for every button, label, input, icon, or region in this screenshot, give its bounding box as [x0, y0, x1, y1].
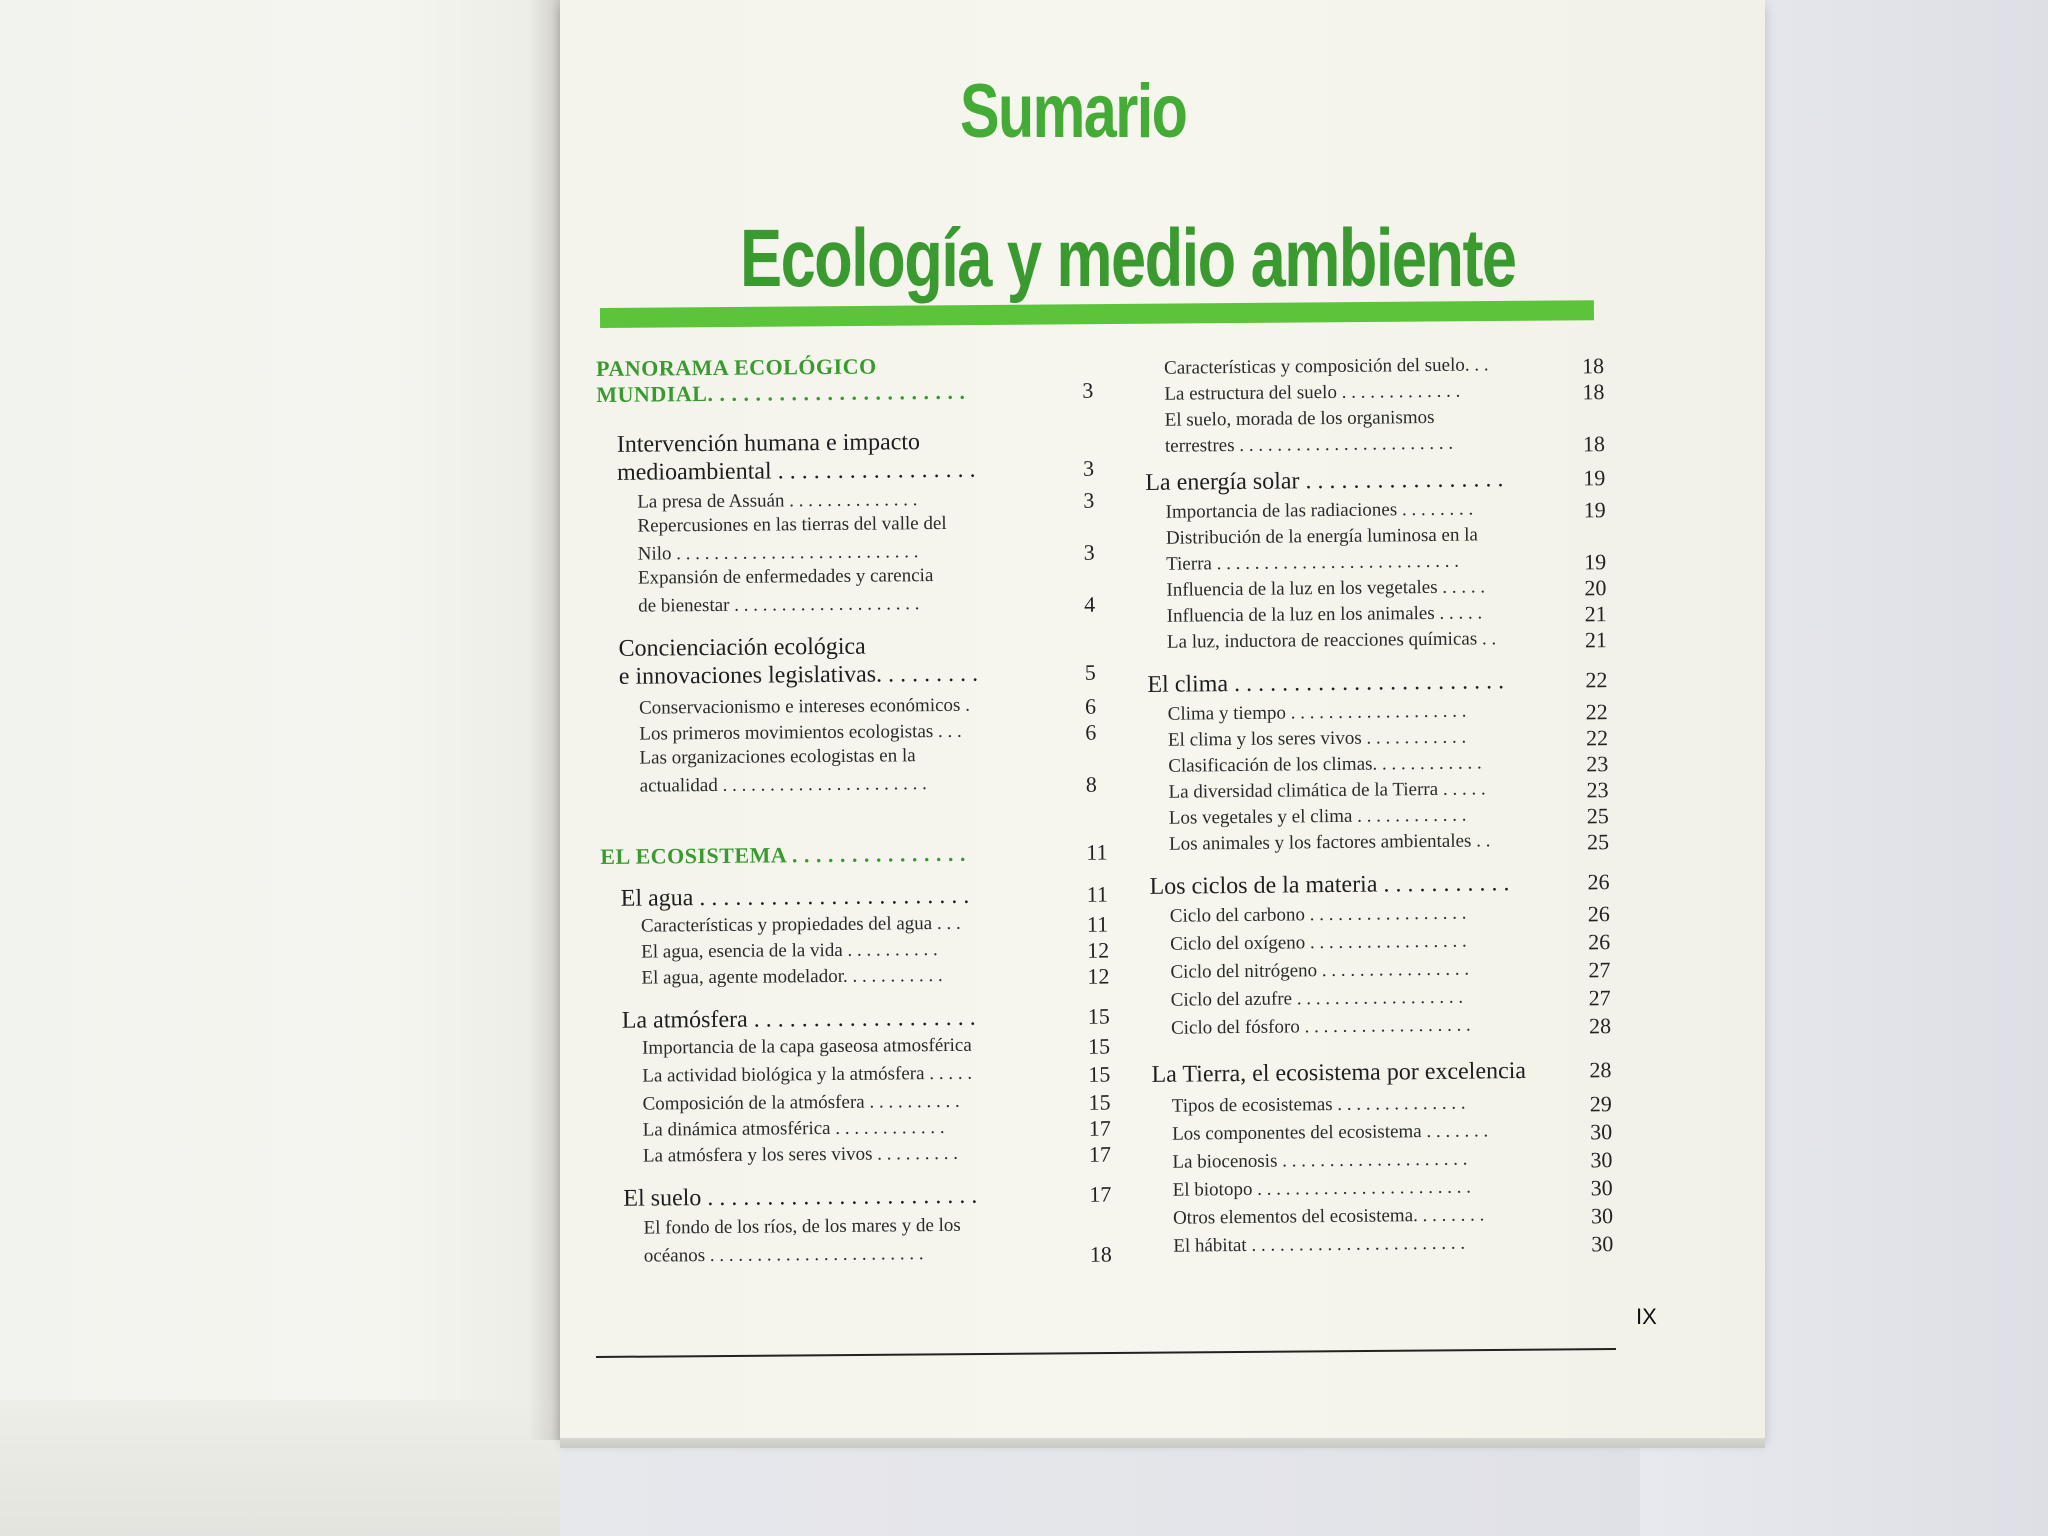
- toc-entry-page: 30: [1589, 1119, 1613, 1145]
- toc-entry-page: 30: [1591, 1231, 1614, 1257]
- toc-entry-page: 25: [1586, 803, 1609, 829]
- toc-entry-page: 12: [1087, 963, 1110, 989]
- toc-entry-page: 30: [1590, 1147, 1613, 1173]
- toc-entry-page: 6: [1084, 693, 1097, 719]
- book-title: Ecología y medio ambiente: [740, 213, 1516, 304]
- toc-entry-page: 8: [1085, 771, 1097, 797]
- toc-entry-label: Clasificación de los climas. . . . . . . . . . . .: [1168, 752, 1482, 777]
- toc-entry-label: Los primeros movimientos ecologistas . . .: [639, 720, 962, 745]
- toc-entry-page: 30: [1590, 1203, 1614, 1229]
- toc-entry-page: 11: [1086, 911, 1109, 937]
- toc-entry-label: La presa de Assuán . . . . . . . . . . . . . .: [637, 489, 918, 513]
- toc-entry-label: El agua, esencia de la vida . . . . . . . . . .: [641, 939, 938, 963]
- toc-entry-page: 20: [1584, 575, 1607, 601]
- toc-entry-page: 6: [1085, 719, 1097, 745]
- toc-entry-page: 17: [1088, 1141, 1112, 1167]
- toc-entry-page: 3: [1082, 377, 1094, 403]
- toc-entry-page: 29: [1589, 1091, 1612, 1117]
- toc-entry-page: 23: [1586, 751, 1609, 777]
- toc-entry-page: 22: [1585, 667, 1608, 693]
- toc-entry-page: 11: [1086, 881, 1109, 907]
- toc-entry-page: 3: [1083, 539, 1095, 565]
- toc-entry-label: EL ECOSISTEMA . . . . . . . . . . . . . . .: [600, 840, 967, 869]
- toc-entry-label: Otros elementos del ecosistema. . . . . . . .: [1172, 1204, 1485, 1229]
- toc-entry-label: La dinámica atmosférica . . . . . . . . . . . .: [642, 1116, 945, 1141]
- toc-entry-page: 3: [1082, 455, 1095, 481]
- toc-entry-page: 27: [1588, 985, 1611, 1011]
- toc-entry-label: La luz, inductora de reacciones químicas . .: [1166, 628, 1497, 653]
- toc-entry-label: El clima . . . . . . . . . . . . . . . . . . . . . . .: [1147, 668, 1505, 698]
- toc-entry-label: Las organizaciones ecologistas en la: [639, 745, 916, 769]
- toc-entry-label: Distribución de la energía luminosa en la: [1165, 524, 1478, 549]
- toc-entry-page: 15: [1088, 1089, 1111, 1115]
- toc-entry-label: Repercusiones en las tierras del valle del: [637, 512, 947, 537]
- toc-entry-label: Ciclo del azufre . . . . . . . . . . . . . . . . . .: [1170, 986, 1464, 1011]
- toc-entry-label: Los animales y los factores ambientales . .: [1168, 830, 1491, 855]
- toc-entry-label: El fondo de los ríos, de los mares y de los: [643, 1214, 961, 1239]
- toc-entry-label: medioambiental . . . . . . . . . . . . . . . . .: [616, 456, 976, 486]
- toc-entry-label: El clima y los seres vivos . . . . . . . . . . .: [1167, 726, 1467, 751]
- toc-entry-label: actualidad . . . . . . . . . . . . . . . . . . . . . .: [639, 773, 927, 797]
- toc-entry-label: Ciclo del fósforo . . . . . . . . . . . . . . . . . .: [1170, 1014, 1471, 1039]
- toc-entry-page: 19: [1584, 549, 1607, 575]
- toc-entry-page: 17: [1089, 1181, 1112, 1207]
- toc-entry-label: Intervención humana e impacto: [616, 429, 921, 458]
- toc-entry-label: Expansión de enfermedades y carencia: [637, 565, 934, 589]
- toc-entry-label: Los vegetales y el clima . . . . . . . . . . . .: [1168, 804, 1467, 829]
- toc-entry-label: El agua, agente modelador. . . . . . . . . . .: [641, 964, 943, 989]
- toc-entry-page: 3: [1083, 487, 1095, 513]
- toc-entry-label: Importancia de la capa gaseosa atmosférica: [641, 1034, 972, 1059]
- toc-entry-label: océanos . . . . . . . . . . . . . . . . . . . . . . .: [643, 1243, 924, 1267]
- toc-entry-label: Nilo . . . . . . . . . . . . . . . . . . . . . . . . . .: [637, 541, 919, 565]
- toc-entry-page: 25: [1586, 829, 1610, 855]
- toc-entry-label: Tipos de ecosistemas . . . . . . . . . . . . . .: [1171, 1092, 1466, 1117]
- toc-entry-label: MUNDIAL. . . . . . . . . . . . . . . . . . . . . .: [596, 378, 966, 407]
- toc-entry-label: La estructura del suelo . . . . . . . . . . . . .: [1164, 380, 1461, 405]
- toc-entry-page: 18: [1089, 1241, 1112, 1267]
- toc-entry-label: PANORAMA ECOLÓGICO: [596, 353, 877, 381]
- toc-entry-label: Importancia de las radiaciones . . . . . . . .: [1165, 498, 1474, 523]
- toc-entry-page: 15: [1088, 1061, 1111, 1087]
- toc-entry-label: Concienciación ecológica: [618, 633, 866, 662]
- toc-entry-page: 5: [1084, 659, 1096, 685]
- left-blank-page: [0, 0, 560, 1536]
- toc-entry-label: Características y composición del suelo. . .: [1163, 354, 1489, 379]
- toc-entry-page: 18: [1581, 353, 1605, 379]
- toc-entry-label: Conservacionismo e intereses económicos .: [638, 694, 970, 719]
- toc-entry-page: 22: [1585, 725, 1609, 751]
- toc-entry-page: 21: [1584, 601, 1607, 627]
- toc-entry-label: e innovaciones legislativas. . . . . . . . .: [618, 660, 979, 690]
- toc-entry-page: 4: [1084, 591, 1096, 617]
- page-edge: [560, 1438, 1765, 1448]
- toc-entry-label: Ciclo del carbono . . . . . . . . . . . . . . . . .: [1169, 902, 1467, 927]
- toc-entry-label: Los componentes del ecosistema . . . . . . .: [1172, 1120, 1489, 1145]
- toc-entry-page: 18: [1582, 431, 1606, 457]
- toc-entry-page: 15: [1087, 1033, 1111, 1059]
- toc-entry-label: La energía solar . . . . . . . . . . . . . . . . .: [1145, 466, 1504, 496]
- toc-entry-label: La biocenosis . . . . . . . . . . . . . . . . . . . .: [1172, 1148, 1468, 1173]
- toc-entry-label: La actividad biológica y la atmósfera . . . . .: [642, 1062, 973, 1087]
- page-number: IX: [1636, 1304, 1657, 1329]
- toc-entry-label: Ciclo del oxígeno . . . . . . . . . . . . . . . . .: [1170, 930, 1467, 955]
- toc-entry-page: 11: [1086, 839, 1108, 865]
- toc-entry-page: 12: [1087, 937, 1110, 963]
- toc-entry-label: La atmósfera y los seres vivos . . . . . . . . .: [642, 1142, 959, 1167]
- toc-entry-page: 22: [1585, 699, 1608, 725]
- toc-entry-label: La diversidad climática de la Tierra . . . . .: [1168, 778, 1486, 803]
- toc-entry-label: Clima y tiempo . . . . . . . . . . . . . . . . . . .: [1167, 700, 1467, 725]
- toc-entry-page: 18: [1582, 379, 1605, 405]
- toc-entry-page: 26: [1588, 929, 1611, 955]
- toc-entry-label: Tierra . . . . . . . . . . . . . . . . . . . . . . . . . .: [1166, 550, 1460, 575]
- toc-entry-label: El suelo, morada de los organismos: [1164, 406, 1435, 431]
- toc-entry-page: 19: [1583, 465, 1606, 491]
- toc-entry-label: Los ciclos de la materia . . . . . . . . . . .: [1149, 870, 1510, 900]
- left-page-bottom: [0, 1400, 560, 1536]
- toc-entry-label: El hábitat . . . . . . . . . . . . . . . . . . . . . . .: [1173, 1232, 1466, 1257]
- toc-entry-label: El agua . . . . . . . . . . . . . . . . . . . . . . .: [620, 882, 970, 912]
- toc-entry-label: Influencia de la luz en los vegetales . . . . .: [1166, 576, 1486, 601]
- toc-entry-label: Características y propiedades del agua . . .: [640, 912, 961, 937]
- toc-entry-page: 27: [1588, 957, 1611, 983]
- toc-entry-page: 23: [1586, 777, 1609, 803]
- toc-entry-page: 30: [1590, 1175, 1613, 1201]
- toc-entry-label: La Tierra, el ecosistema por excelencia: [1151, 1057, 1527, 1088]
- toc-entry-label: terrestres . . . . . . . . . . . . . . . . . . . . . . .: [1164, 432, 1454, 457]
- toc-entry-page: 19: [1583, 497, 1606, 523]
- summary-heading: Sumario: [960, 69, 1187, 154]
- toc-entry-label: Ciclo del nitrógeno . . . . . . . . . . . . . . . .: [1170, 958, 1470, 983]
- toc-entry-label: Influencia de la luz en los animales . . . . .: [1166, 602, 1483, 627]
- toc-entry-label: de bienestar . . . . . . . . . . . . . . . . . . . .: [638, 593, 920, 617]
- toc-entry-label: La atmósfera . . . . . . . . . . . . . . . . . . .: [621, 1004, 976, 1034]
- toc-entry-page: 15: [1087, 1003, 1110, 1029]
- toc-entry-page: 26: [1587, 869, 1610, 895]
- toc-entry-page: 17: [1088, 1115, 1111, 1141]
- toc-entry-page: 28: [1589, 1057, 1612, 1083]
- toc-entry-page: 28: [1588, 1013, 1612, 1039]
- toc-entry-page: 26: [1587, 901, 1610, 927]
- toc-entry-page: 21: [1584, 627, 1608, 653]
- toc-entry-label: Composición de la atmósfera . . . . . . . . . .: [642, 1090, 960, 1115]
- toc-entry-label: El biotopo . . . . . . . . . . . . . . . . . . . . . . .: [1172, 1176, 1472, 1201]
- toc-entry-label: El suelo . . . . . . . . . . . . . . . . . . . . . . .: [623, 1182, 978, 1212]
